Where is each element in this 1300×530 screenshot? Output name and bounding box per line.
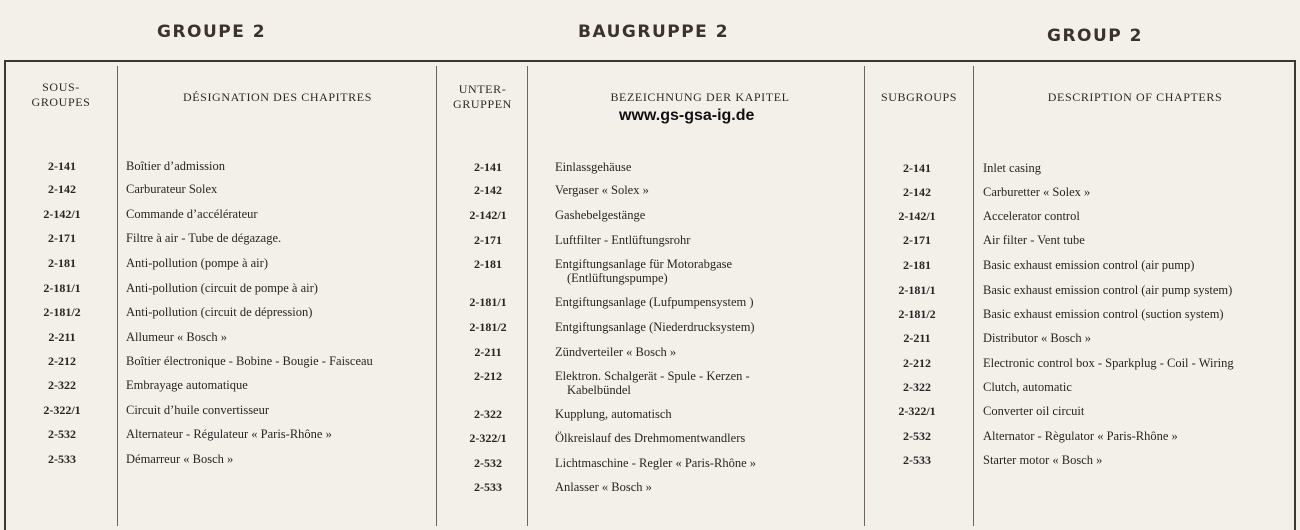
- description-line: Air filter - Vent tube: [983, 233, 1085, 247]
- description-line: Ölkreislauf des Drehmomentwandlers: [555, 431, 746, 445]
- subgroup-code: 2-212: [48, 354, 76, 368]
- description-line: Zündverteiler « Bosch »: [555, 345, 677, 359]
- header-line: GROUPES: [31, 95, 91, 109]
- header-fr-subgroups: [20, 80, 102, 110]
- subgroup-code: 2-181/2: [43, 305, 81, 319]
- subgroup-code: 2-211: [903, 331, 931, 345]
- description-line: Boîtier électronique - Bobine - Bougie - Faisceau: [126, 354, 373, 368]
- chapter-description: [126, 207, 258, 221]
- chapter-description: [126, 256, 268, 270]
- chapter-description: [126, 330, 227, 344]
- chapter-description: [983, 283, 1232, 297]
- chapter-description: [555, 369, 750, 397]
- subgroup-code: 2-532: [48, 427, 76, 441]
- chapter-description: [126, 182, 217, 196]
- description-line: Starter motor « Bosch »: [983, 453, 1103, 467]
- column-divider: [864, 66, 865, 526]
- chapter-description: [983, 404, 1084, 418]
- subgroup-code: 2-533: [474, 480, 502, 494]
- chapter-description: [126, 305, 312, 319]
- chapter-description: [555, 480, 652, 494]
- chapter-description: [555, 345, 676, 359]
- description-line: Electronic control box - Sparkplug - Coil - Wiring: [983, 356, 1234, 370]
- header-line: SOUS-: [42, 80, 80, 94]
- description-line: Entgiftungsanlage für Motorabgase: [555, 257, 733, 271]
- website-watermark: www.gs-gsa-ig.de: [619, 107, 755, 124]
- group-title-fr: GROUPE 2: [157, 22, 267, 42]
- chapter-description: [983, 429, 1178, 443]
- description-line: Basic exhaust emission control (air pump system): [983, 283, 1233, 297]
- column-divider: [436, 66, 437, 526]
- chapter-description: [126, 452, 233, 466]
- description-line: Lichtmaschine - Regler « Paris-Rhône »: [555, 456, 756, 470]
- description-line: Inlet casing: [983, 161, 1041, 175]
- subgroup-code: 2-171: [474, 233, 502, 247]
- chapter-description: [983, 161, 1041, 175]
- description-line: Démarreur « Bosch »: [126, 452, 234, 466]
- subgroup-code: 2-181/2: [898, 307, 936, 321]
- chapter-description: [555, 257, 732, 285]
- subgroup-code: 2-142/1: [469, 208, 507, 222]
- group-title-de: BAUGRUPPE 2: [578, 22, 730, 42]
- subgroup-code: 2-211: [48, 330, 76, 344]
- chapter-description: [555, 407, 672, 421]
- subgroup-code: 2-141: [474, 160, 502, 174]
- description-line: Luftfilter - Entlüftungsrohr: [555, 233, 691, 247]
- description-line: Commande d’accélérateur: [126, 207, 258, 221]
- subgroup-code: 2-142: [474, 183, 502, 197]
- chapter-description: [555, 208, 645, 222]
- description-line: (Entlüftungspumpe): [567, 271, 668, 285]
- description-line: Carburetter « Solex »: [983, 185, 1091, 199]
- subgroup-code: 2-142/1: [43, 207, 81, 221]
- description-line: Elektron. Schalgerät - Spule - Kerzen -: [555, 369, 750, 383]
- header-line: UNTER-: [458, 82, 507, 96]
- description-line: Anti-pollution (circuit de dépression): [126, 305, 313, 319]
- subgroup-code: 2-322: [903, 380, 931, 394]
- chapter-description: [983, 185, 1090, 199]
- description-line: Distributor « Bosch »: [983, 331, 1091, 345]
- description-line: Alternator - Règulator « Paris-Rhône »: [983, 429, 1178, 443]
- chapter-description: [983, 356, 1234, 370]
- chapter-description: [126, 403, 269, 417]
- subgroup-code: 2-322/1: [43, 403, 81, 417]
- description-line: Accelerator control: [983, 209, 1080, 223]
- subgroup-code: 2-181: [474, 257, 502, 271]
- subgroup-code: 2-181/2: [469, 320, 507, 334]
- description-line: Alternateur - Régulateur « Paris-Rhône »: [126, 427, 332, 441]
- description-line: Anti-pollution (circuit de pompe à air): [126, 281, 318, 295]
- description-line: Kupplung, automatisch: [555, 407, 672, 421]
- chapter-description: [983, 233, 1085, 247]
- header-fr-description: DÉSIGNATION DES CHAPITRES: [182, 90, 372, 104]
- description-line: Carburateur Solex: [126, 182, 218, 196]
- description-line: Basic exhaust emission control (air pump): [983, 258, 1195, 272]
- description-line: Kabelbündel: [567, 383, 631, 397]
- description-line: Allumeur « Bosch »: [126, 330, 228, 344]
- subgroup-code: 2-533: [903, 453, 931, 467]
- chapter-description: [126, 231, 281, 245]
- chapter-description: [126, 354, 373, 368]
- description-line: Gashebelgestänge: [555, 208, 646, 222]
- description-line: Anlasser « Bosch »: [555, 480, 652, 494]
- group-title-en: GROUP 2: [1047, 26, 1144, 46]
- subgroup-code: 2-181: [48, 256, 76, 270]
- subgroup-code: 2-141: [903, 161, 931, 175]
- chapter-description: [555, 320, 755, 334]
- subgroup-code: 2-181/1: [43, 281, 81, 295]
- chapter-description: [983, 258, 1194, 272]
- subgroup-code: 2-142/1: [898, 209, 936, 223]
- subgroup-code: 2-181/1: [469, 295, 507, 309]
- header-en-description: DESCRIPTION OF CHAPTERS: [1047, 90, 1223, 104]
- description-line: Anti-pollution (pompe à air): [126, 256, 268, 270]
- description-line: Entgiftungsanlage (Niederdrucksystem): [555, 320, 755, 334]
- header-de-description: BEZEICHNUNG DER KAPITEL: [610, 90, 790, 104]
- subgroup-code: 2-322/1: [469, 431, 507, 445]
- description-line: Converter oil circuit: [983, 404, 1085, 418]
- subgroup-code: 2-141: [48, 159, 76, 173]
- subgroup-code: 2-212: [474, 369, 502, 383]
- chapter-description: [983, 453, 1102, 467]
- subgroup-code: 2-322: [48, 378, 76, 392]
- chapter-description: [555, 233, 690, 247]
- subgroup-code: 2-171: [48, 231, 76, 245]
- subgroup-code: 2-532: [474, 456, 502, 470]
- chapter-description: [126, 281, 318, 295]
- chapter-description: [983, 331, 1091, 345]
- header-line: GRUPPEN: [453, 97, 512, 111]
- subgroup-code: 2-322: [474, 407, 502, 421]
- subgroup-code: 2-171: [903, 233, 931, 247]
- chapter-description: [555, 160, 631, 174]
- description-line: Embrayage automatique: [126, 378, 248, 392]
- subgroup-code: 2-142: [48, 182, 76, 196]
- description-line: Vergaser « Solex »: [555, 183, 649, 197]
- chapter-description: [555, 183, 649, 197]
- description-line: Clutch, automatic: [983, 380, 1072, 394]
- chapter-description: [983, 307, 1224, 321]
- subgroup-code: 2-212: [903, 356, 931, 370]
- chapter-description: [555, 431, 745, 445]
- description-line: Filtre à air - Tube de dégazage.: [126, 231, 282, 245]
- description-line: Entgiftungsanlage (Lufpumpensystem ): [555, 295, 754, 309]
- subgroup-code: 2-211: [474, 345, 502, 359]
- chapter-description: [983, 209, 1080, 223]
- column-divider: [973, 66, 974, 526]
- subgroup-code: 2-532: [903, 429, 931, 443]
- description-line: Einlassgehäuse: [555, 160, 632, 174]
- subgroup-code: 2-533: [48, 452, 76, 466]
- subgroup-code: 2-322/1: [898, 404, 936, 418]
- chapter-description: [126, 159, 225, 173]
- subgroup-code: 2-181/1: [898, 283, 936, 297]
- header-en-subgroups: SUBGROUPS: [880, 90, 958, 104]
- description-line: Basic exhaust emission control (suction system): [983, 307, 1224, 321]
- description-line: Circuit d’huile convertisseur: [126, 403, 270, 417]
- chapter-description: [555, 456, 756, 470]
- chapter-description: [555, 295, 754, 309]
- chapter-description: [126, 427, 332, 441]
- subgroup-code: 2-142: [903, 185, 931, 199]
- description-line: Boîtier d’admission: [126, 159, 225, 173]
- subgroup-code: 2-181: [903, 258, 931, 272]
- column-divider: [117, 66, 118, 526]
- chapter-description: [126, 378, 248, 392]
- chapter-description: [983, 380, 1072, 394]
- header-de-subgroups: [445, 82, 520, 112]
